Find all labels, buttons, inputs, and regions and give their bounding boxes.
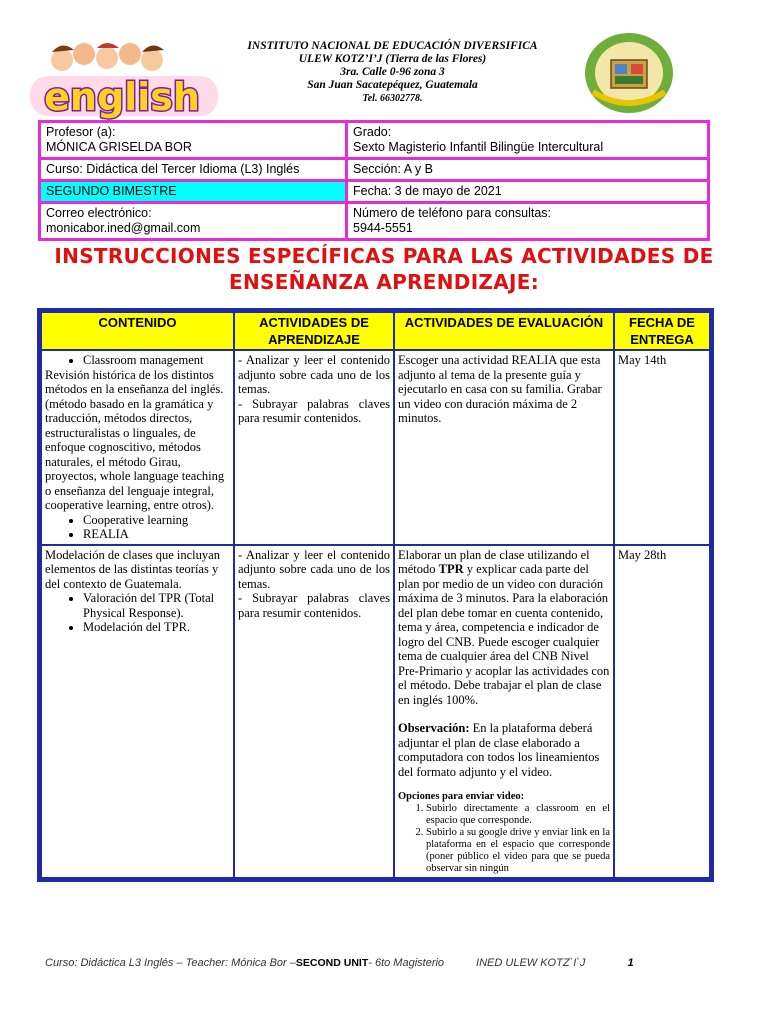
profesor-value: MÓNICA GRISELDA BOR <box>46 140 192 154</box>
aprendizaje-item: - Analizar y leer el contenido adjunto sobre cada uno de los temas. <box>238 353 390 396</box>
institution-header <box>215 40 570 105</box>
aprendizaje-cell <box>234 350 394 545</box>
footer-unit: SECOND UNIT <box>295 957 369 969</box>
evaluacion-cell: Escoger una actividad REALIA que esta adjunto al tema de la presente guía y ejecutarlo en casa con su familia. Grabar un video con duración máxima de 2 minutos. <box>394 350 614 545</box>
profesor-label: Profesor (a): <box>46 125 116 139</box>
activities-table <box>37 308 714 882</box>
evaluacion-text <box>398 548 610 708</box>
fecha-entrega-cell: May 14th <box>614 350 710 545</box>
table-row <box>41 350 710 545</box>
aprendizaje-item: - Subrayar palabras claves para resumir contenidos. <box>238 591 390 620</box>
observacion-text <box>398 721 610 779</box>
header-line: 3ra. Calle 0-96 zona 3 <box>340 66 445 78</box>
header-contenido: CONTENIDO <box>41 312 234 350</box>
contenido-text: Modelación de clases que incluyan elementos de las distintas teorías y del contexto de Guatemala. <box>45 547 220 591</box>
list-item: • Classroom management <box>83 353 230 368</box>
info-row <box>38 201 710 241</box>
aprendizaje-item: - Analizar y leer el contenido adjunto sobre cada uno de los temas. <box>238 547 390 591</box>
correo-cell <box>41 204 348 238</box>
header-line: INSTITUTO NACIONAL DE EDUCACIÓN DIVERSIFICA <box>247 40 538 52</box>
section-title: INSTRUCCIONES ESPECÍFICAS PARA LAS ACTIVIDADES DE ENSEÑANZA APRENDIZAJE: <box>54 244 714 294</box>
contenido-text: Revisión histórica de los distintos métodos en la enseñanza del inglés.(método basado en la gramática y traducción, métodos directos, estructuralistas o linguales, de enfoque cognoscitivo, métodos naturales, el método Girau, proyectos, whole language teaching o enseñanza del lenguaje integral, cooperative learning, entre otros). <box>45 367 225 512</box>
observacion-label: Observación: <box>398 721 470 735</box>
evaluacion-cell <box>394 545 614 879</box>
profesor-cell <box>41 123 348 157</box>
correo-label: Correo electrónico: <box>46 206 152 220</box>
footer-grade: - 6to Magisterio <box>368 957 445 969</box>
observacion-body: En la plataforma deberá adjuntar el plan de clase elaborado a computadora con todos los lineamientos del formato adjunto y el video. <box>398 721 600 779</box>
course-info-table <box>38 120 710 241</box>
fecha-entrega-cell: May 28th <box>614 545 710 879</box>
aprendizaje-cell <box>234 545 394 879</box>
footer-course: Curso: Didáctica L3 Inglés – Teacher: Mónica Bor – <box>45 957 296 969</box>
bimestre-cell: SEGUNDO BIMESTRE <box>41 182 348 201</box>
opciones-label <box>398 791 610 803</box>
opciones-label-text: Opciones para enviar video: <box>398 791 525 802</box>
header-aprendizaje: ACTIVIDADES DE APRENDIZAJE <box>234 312 394 350</box>
list-item: 1. Subirlo directamente a classroom en el espacio que corresponde. <box>426 803 610 827</box>
fecha-cell: Fecha: 3 de mayo de 2021 <box>353 184 502 198</box>
eval-text: Elaborar un plan de clase utilizando el método <box>398 547 590 576</box>
correo-value: monicabor.ined@gmail.com <box>46 221 201 235</box>
telefono-cell <box>348 204 707 238</box>
list-item: • Cooperative learning <box>83 513 230 528</box>
header-line: San Juan Sacatepéquez, Guatemala <box>307 79 478 91</box>
header-fecha: FECHA DE ENTREGA <box>614 312 710 350</box>
list-item: • REALIA <box>83 527 230 542</box>
info-row <box>38 179 710 201</box>
grado-value: Sexto Magisterio Infantil Bilingüe Intercultural <box>353 140 604 154</box>
eval-text: y explicar cada parte del plan por medio de un video con duración máxima de 3 minutos. Para la elaboración del plan debe tomar en cuenta contenido, tema y área, competencia e indicador de logro del CNB. Puede escoger cualquier tema de cualquier área del CNB Nivel Pre-Primario y acoplar las actividades con el método. Debe trabajar el plan de clase en inglés 100%. <box>398 562 610 707</box>
contenido-cell <box>41 350 234 545</box>
header-line: ULEW KOTZ’I’J (Tierra de las Flores) <box>298 53 487 65</box>
aprendizaje-item: - Subrayar palabras claves para resumir contenidos. <box>238 396 390 425</box>
list-item: • Valoración del TPR (Total Physical Response). <box>83 591 230 620</box>
seccion-cell: Sección: A y B <box>353 162 433 176</box>
telefono-value: 5944-5551 <box>353 221 413 235</box>
header-evaluacion: ACTIVIDADES DE EVALUACIÓN <box>394 312 614 350</box>
contenido-cell <box>41 545 234 879</box>
curso-cell: Curso: Didáctica del Tercer Idioma (L3) Inglés <box>41 160 348 179</box>
footer-school: INED ULEW KOTZ`I`J <box>476 957 586 969</box>
info-row <box>38 120 710 157</box>
page-number: 1 <box>627 957 634 969</box>
list-item: • Modelación del TPR. <box>83 620 230 635</box>
english-logo <box>22 40 222 120</box>
table-row <box>41 545 710 879</box>
school-crest <box>583 30 675 116</box>
table-header-row <box>41 312 710 350</box>
info-row <box>38 157 710 179</box>
logo-text: english <box>44 75 200 119</box>
eval-bold: TPR <box>438 562 464 576</box>
telefono-label: Número de teléfono para consultas: <box>353 206 552 220</box>
grado-cell <box>348 123 707 157</box>
grado-label: Grado: <box>353 125 392 139</box>
page-footer <box>45 957 725 969</box>
list-item: 2. Subirlo a su google drive y enviar link en la plataforma en el espacio que corresponde (poner público el video para que se pueda observar sin ningún <box>426 827 610 875</box>
header-line: Tel. 66302778. <box>362 93 423 104</box>
